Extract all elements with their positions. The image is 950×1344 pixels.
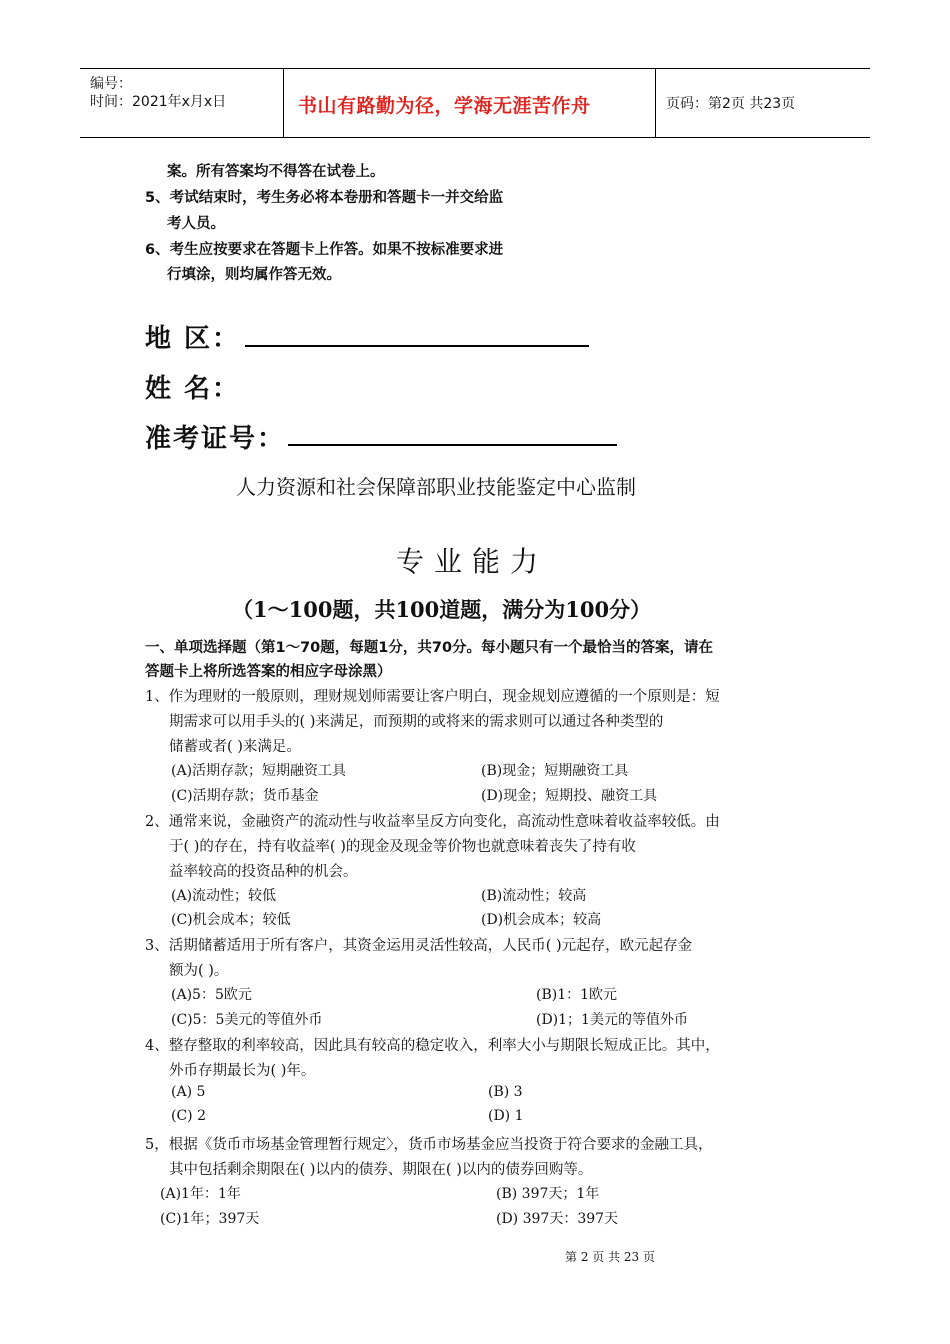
option-b: (B)流动性；较高	[481, 888, 587, 904]
question-text: 其中包括剩余期限在( )以内的债券、期限在( )以内的债券回购等。	[169, 1162, 593, 1178]
part1-heading: 一、单项选择题（第1～70题，每题1分，共70分。每小题只有一个最恰当的答案，请在	[145, 640, 714, 656]
question-text: 5，根据《货币市场基金管理暂行规定〉，货币市场基金应当投资于符合要求的金融工具，	[145, 1137, 713, 1153]
header-divider	[283, 69, 284, 137]
option-c: (C)活期存款；货币基金	[171, 788, 319, 804]
option-c: (C)1年；397天	[160, 1211, 260, 1227]
option-c: (C)5：5美元的等值外币	[171, 1012, 323, 1028]
question-text: 于( )的存在，持有收益率( )的现金及现金等价物也就意味着丧失了持有收	[169, 839, 636, 855]
section-title: 专业能力	[396, 545, 549, 578]
option-b: (B) 397天；1年	[496, 1186, 600, 1202]
header-motto: 书山有路勤为径，学海无涯苦作舟	[298, 95, 591, 117]
option-d: (D)现金；短期投、融资工具	[481, 788, 658, 804]
option-a: (A)活期存款；短期融资工具	[171, 763, 347, 779]
section-subtitle: （1～100题，共100道题，满分为100分）	[232, 597, 652, 622]
question-text: 外币存期最长为( )年。	[169, 1063, 316, 1079]
region-field-line[interactable]	[245, 345, 589, 347]
option-a: (A)5：5欧元	[171, 987, 252, 1003]
question-text: 期需求可以用手头的( )来满足，而预期的或将来的需求则可以通过各种类型的	[169, 714, 664, 730]
page-header	[80, 68, 870, 138]
part1-heading: 答题卡上将所选答案的相应字母涂黑）	[145, 664, 392, 680]
document-number-label: 编号：	[90, 76, 132, 92]
instruction-line: 6、考生应按要求在答题卡上作答。如果不按标准要求进	[145, 242, 504, 258]
option-d: (D)机会成本；较高	[481, 912, 602, 928]
option-b: (B)1：1欧元	[536, 987, 618, 1003]
option-d: (D)1；1美元的等值外币	[536, 1012, 688, 1028]
option-d: (D) 1	[488, 1108, 524, 1124]
question-text: 1、作为理财的一般原则，理财规划师需要让客户明白，现金规划应遵循的一个原则是：短	[145, 689, 720, 705]
name-field-label: 姓 名：	[145, 374, 241, 404]
question-text: 4、整存整取的利率较高，因此具有较高的稳定收入，利率大小与期限长短成正比。其中，	[145, 1038, 720, 1054]
instruction-line: 5、考试结束时，考生务必将本卷册和答题卡一并交给监	[145, 190, 504, 206]
exam-id-field-label: 准考证号：	[145, 424, 286, 454]
question-text: 益率较高的投资品种的机会。	[169, 864, 358, 880]
option-a: (A)流动性；较低	[171, 888, 277, 904]
instruction-line: 考人员。	[167, 216, 225, 232]
document-time-label: 时间：2021年x月x日	[90, 94, 227, 110]
instruction-line: 行填涂，则均属作答无效。	[167, 267, 341, 283]
instruction-line: 案。所有答案均不得答在试卷上。	[167, 164, 385, 180]
option-b: (B)现金；短期融资工具	[481, 763, 629, 779]
option-c: (C)机会成本；较低	[171, 912, 291, 928]
header-divider	[655, 69, 656, 137]
option-a: (A) 5	[171, 1084, 206, 1100]
question-text: 额为( )。	[169, 963, 229, 979]
option-c: (C) 2	[171, 1108, 206, 1124]
question-text: 储蓄或者( )来满足。	[169, 739, 301, 755]
page-footer: 第 2 页 共 23 页	[565, 1250, 655, 1264]
question-text: 2、通常来说，金融资产的流动性与收益率呈反方向变化，高流动性意味着收益率较低。由	[145, 814, 720, 830]
exam-id-field-line[interactable]	[288, 444, 617, 446]
option-d: (D) 397天：397天	[496, 1211, 619, 1227]
organization-text: 人力资源和社会保障部职业技能鉴定中心监制	[236, 475, 636, 499]
header-page-info: 页码：第2页 共23页	[666, 96, 796, 112]
question-text: 3、活期储蓄适用于所有客户，其资金运用灵活性较高，人民币( )元起存，欧元起存金	[145, 938, 693, 954]
option-b: (B) 3	[488, 1084, 523, 1100]
region-field-label: 地 区：	[145, 324, 241, 354]
option-a: (A)1年：1年	[160, 1186, 241, 1202]
